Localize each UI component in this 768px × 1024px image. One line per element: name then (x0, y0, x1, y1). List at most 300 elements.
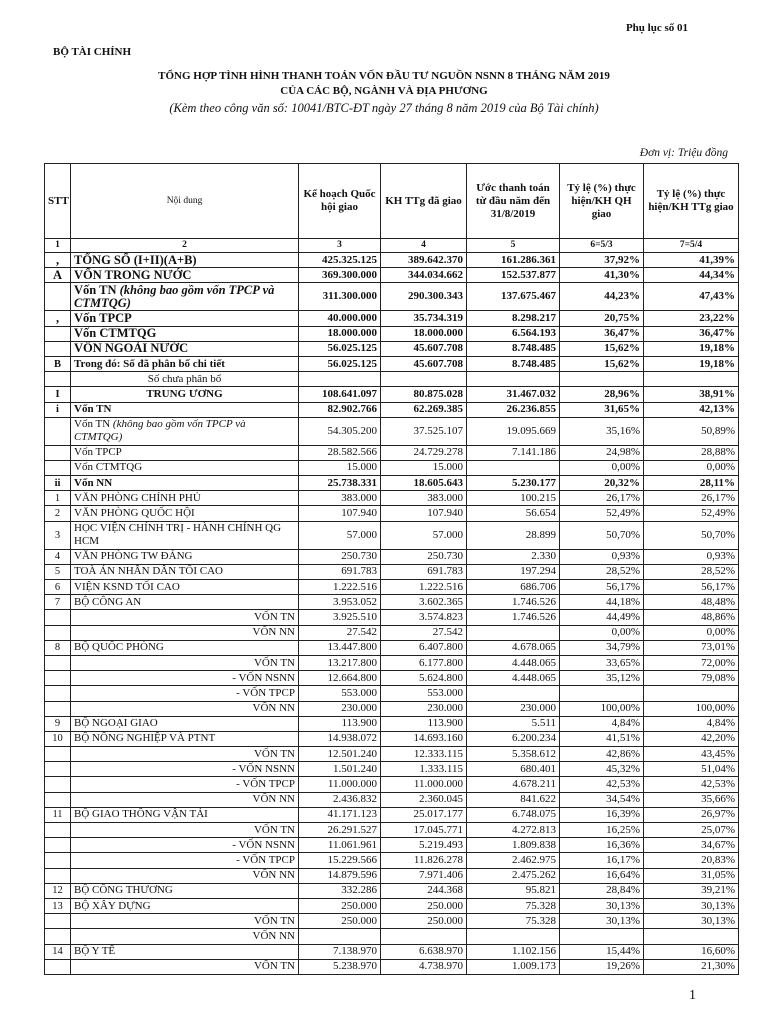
plan-ttg-value: 5.624.800 (381, 671, 467, 686)
ratio-ttg-value: 42,53% (644, 777, 739, 792)
ratio-ttg-value: 21,30% (644, 959, 739, 974)
table-row (45, 268, 739, 283)
plan-ttg-value: 62.269.385 (381, 402, 467, 417)
row-stt: 10 (45, 731, 71, 746)
row-content (71, 372, 299, 387)
ratio-qh-value: 20,75% (560, 311, 644, 326)
row-stt: 7 (45, 595, 71, 610)
row-stt (45, 929, 71, 944)
row-stt (45, 838, 71, 853)
ratio-ttg-value: 38,91% (644, 387, 739, 402)
payment-value: 8.748.485 (467, 356, 560, 371)
payment-value: 2.462.975 (467, 853, 560, 868)
row-stt (45, 445, 71, 460)
row-content (71, 929, 299, 944)
row-content (71, 640, 299, 655)
row-label: VỐN TN (253, 656, 295, 669)
row-content (71, 747, 299, 762)
row-stt (45, 372, 71, 387)
plan-qh-value: 27.542 (299, 625, 381, 640)
payment-value: 230.000 (467, 701, 560, 716)
row-content (71, 506, 299, 521)
payment-value: 6.564.193 (467, 326, 560, 341)
row-label: TỔNG SỐ (I+II)(A+B) (74, 252, 197, 267)
col-header-content: Nội dung (71, 164, 299, 239)
ratio-qh-value: 33,65% (560, 655, 644, 670)
row-content (71, 341, 299, 356)
ratio-qh-value: 52,49% (560, 506, 644, 521)
ratio-qh-value: 41,30% (560, 268, 644, 283)
row-stt (45, 655, 71, 670)
payment-value: 8.298.217 (467, 311, 560, 326)
ratio-qh-value: 30,13% (560, 914, 644, 929)
ratio-ttg-value: 0,00% (644, 625, 739, 640)
ratio-qh-value: 44,18% (560, 595, 644, 610)
ratio-qh-value: 26,17% (560, 491, 644, 506)
plan-qh-value: 13.447.800 (299, 640, 381, 655)
table-row (45, 731, 739, 746)
payment-value: 7.141.186 (467, 445, 560, 460)
row-label: Vốn TN (74, 282, 117, 297)
table-row (45, 356, 739, 371)
table-row (45, 655, 739, 670)
row-stt (45, 959, 71, 974)
row-content (71, 807, 299, 822)
ratio-ttg-value: 44,34% (644, 268, 739, 283)
payment-table (44, 163, 739, 975)
page-number: 1 (689, 988, 696, 1003)
col-header-plan-ttg: KH TTg đã giao (381, 164, 467, 239)
ratio-ttg-value (644, 372, 739, 387)
table-row (45, 777, 739, 792)
row-content (71, 823, 299, 838)
row-label: BỘ CÔNG AN (74, 595, 142, 608)
payment-value: 26.236.855 (467, 402, 560, 417)
ratio-ttg-value: 39,21% (644, 883, 739, 898)
document-reference: (Kèm theo công văn số: 10041/BTC-ĐT ngày 27 tháng 8 năm 2019 của Bộ Tài chính) (169, 101, 599, 115)
plan-qh-value: 12.664.800 (299, 671, 381, 686)
row-label: - VỐN NSNN (232, 671, 295, 684)
plan-qh-value: 11.000.000 (299, 777, 381, 792)
ratio-qh-value: 28,96% (560, 387, 644, 402)
ratio-qh-value: 15,62% (560, 356, 644, 371)
row-content (71, 549, 299, 564)
plan-qh-value: 5.238.970 (299, 959, 381, 974)
row-content (71, 898, 299, 913)
plan-qh-value: 14.938.072 (299, 731, 381, 746)
ratio-qh-value: 19,26% (560, 959, 644, 974)
document-title: TỔNG HỢP TÌNH HÌNH THANH TOÁN VỐN ĐẦU TƯ NGUỒN NSNN 8 THÁNG NĂM 2019 (158, 70, 610, 82)
col-header-ratio-qh: Tỷ lệ (%) thực hiện/KH QH giao (560, 164, 644, 239)
payment-value: 19.095.669 (467, 417, 560, 445)
ratio-qh-value: 20,32% (560, 476, 644, 491)
payment-value: 686.706 (467, 580, 560, 595)
plan-qh-value: 82.902.766 (299, 402, 381, 417)
plan-ttg-value: 6.407.800 (381, 640, 467, 655)
row-stt (45, 326, 71, 341)
plan-qh-value: 1.222.516 (299, 580, 381, 595)
row-content (71, 387, 299, 402)
table-row (45, 491, 739, 506)
plan-ttg-value (381, 372, 467, 387)
ratio-qh-value: 30,13% (560, 898, 644, 913)
row-label: Trong đó: Số đã phân bổ chi tiết (74, 357, 225, 370)
row-stt (45, 417, 71, 445)
payment-value: 6.200.234 (467, 731, 560, 746)
document-subtitle: CỦA CÁC BỘ, NGÀNH VÀ ĐỊA PHƯƠNG (280, 85, 488, 97)
table-row (45, 253, 739, 268)
ratio-ttg-value: 52,49% (644, 506, 739, 521)
plan-ttg-value: 3.602.365 (381, 595, 467, 610)
ratio-ttg-value: 35,66% (644, 792, 739, 807)
table-row (45, 747, 739, 762)
ratio-ttg-value: 16,60% (644, 944, 739, 959)
ministry-name: BỘ TÀI CHÍNH (53, 46, 132, 58)
table-row (45, 914, 739, 929)
payment-value (467, 625, 560, 640)
ratio-ttg-value: 30,13% (644, 898, 739, 913)
plan-ttg-value: 15.000 (381, 460, 467, 475)
ratio-qh-value: 4,84% (560, 716, 644, 731)
plan-ttg-value: 290.300.343 (381, 283, 467, 311)
plan-ttg-value: 24.729.278 (381, 445, 467, 460)
table-row (45, 402, 739, 417)
plan-ttg-value: 344.034.662 (381, 268, 467, 283)
row-label: VỐN TN (253, 960, 295, 973)
plan-qh-value: 311.300.000 (299, 283, 381, 311)
ratio-ttg-value: 0,00% (644, 460, 739, 475)
table-row (45, 625, 739, 640)
ratio-qh-value: 34,79% (560, 640, 644, 655)
table-row (45, 460, 739, 475)
row-stt: 3 (45, 521, 71, 549)
payment-value: 137.675.467 (467, 283, 560, 311)
plan-qh-value: 11.061.961 (299, 838, 381, 853)
plan-qh-value: 12.501.240 (299, 747, 381, 762)
plan-ttg-value: 17.045.771 (381, 823, 467, 838)
row-label: HỌC VIỆN CHÍNH TRỊ - HÀNH CHÍNH QG HCM (74, 522, 282, 548)
plan-qh-value: 13.217.800 (299, 655, 381, 670)
row-stt: 2 (45, 506, 71, 521)
ratio-qh-value: 28,84% (560, 883, 644, 898)
row-content (71, 283, 299, 311)
ratio-qh-value: 44,23% (560, 283, 644, 311)
plan-ttg-value: 5.219.493 (381, 838, 467, 853)
row-content (71, 716, 299, 731)
plan-qh-value: 25.738.331 (299, 476, 381, 491)
ratio-qh-value: 15,44% (560, 944, 644, 959)
payment-value: 4.448.065 (467, 655, 560, 670)
payment-value: 2.475.262 (467, 868, 560, 883)
plan-qh-value: 7.138.970 (299, 944, 381, 959)
plan-qh-value: 3.953.052 (299, 595, 381, 610)
ratio-ttg-value: 4,84% (644, 716, 739, 731)
plan-qh-value: 113.900 (299, 716, 381, 731)
plan-ttg-value: 25.017.177 (381, 807, 467, 822)
row-stt: , (45, 253, 71, 268)
table-row (45, 716, 739, 731)
ratio-ttg-value (644, 686, 739, 701)
row-stt (45, 671, 71, 686)
row-label: VỐN NN (252, 626, 295, 639)
plan-qh-value: 1.501.240 (299, 762, 381, 777)
index-cell: 3 (299, 239, 381, 253)
plan-ttg-value: 27.542 (381, 625, 467, 640)
row-label: - VỐN NSNN (232, 762, 295, 775)
row-stt (45, 460, 71, 475)
plan-ttg-value: 80.875.028 (381, 387, 467, 402)
row-label: Vốn TN (74, 403, 112, 416)
row-content (71, 326, 299, 341)
table-row (45, 476, 739, 491)
plan-ttg-value: 113.900 (381, 716, 467, 731)
ratio-ttg-value: 56,17% (644, 580, 739, 595)
payment-value (467, 372, 560, 387)
row-stt: 14 (45, 944, 71, 959)
ratio-qh-value (560, 686, 644, 701)
plan-qh-value: 2.436.832 (299, 792, 381, 807)
payment-value: 841.622 (467, 792, 560, 807)
table-row (45, 868, 739, 883)
row-content (71, 671, 299, 686)
plan-ttg-value: 11.826.278 (381, 853, 467, 868)
row-stt (45, 823, 71, 838)
row-content (71, 402, 299, 417)
row-label: Vốn CTMTQG (74, 461, 143, 474)
row-stt: A (45, 268, 71, 283)
plan-ttg-value: 107.940 (381, 506, 467, 521)
row-stt: B (45, 356, 71, 371)
plan-qh-value: 250.000 (299, 914, 381, 929)
payment-value: 1.746.526 (467, 595, 560, 610)
ratio-qh-value: 0,93% (560, 549, 644, 564)
row-content (71, 731, 299, 746)
row-label: VỐN TN (253, 914, 295, 927)
plan-ttg-value: 3.574.823 (381, 610, 467, 625)
row-stt (45, 283, 71, 311)
payment-value: 4.272.813 (467, 823, 560, 838)
index-row (45, 239, 739, 253)
row-content (71, 914, 299, 929)
row-content (71, 311, 299, 326)
table-row (45, 549, 739, 564)
payment-value: 4.678.065 (467, 640, 560, 655)
payment-value: 1.809.838 (467, 838, 560, 853)
ratio-ttg-value: 48,86% (644, 610, 739, 625)
payment-value: 75.328 (467, 898, 560, 913)
plan-ttg-value: 37.525.107 (381, 417, 467, 445)
plan-ttg-value: 6.638.970 (381, 944, 467, 959)
row-stt (45, 686, 71, 701)
row-stt (45, 341, 71, 356)
row-label: VỐN TRONG NƯỚC (74, 267, 192, 282)
plan-qh-value: 41.171.123 (299, 807, 381, 822)
plan-ttg-value: 4.738.970 (381, 959, 467, 974)
payment-value: 197.294 (467, 564, 560, 579)
table-row (45, 807, 739, 822)
ratio-ttg-value: 28,52% (644, 564, 739, 579)
plan-ttg-value: 250.730 (381, 549, 467, 564)
ratio-qh-value: 28,52% (560, 564, 644, 579)
plan-ttg-value: 57.000 (381, 521, 467, 549)
plan-ttg-value: 250.000 (381, 898, 467, 913)
col-header-ratio-ttg: Tỷ lệ (%) thực hiện/KH TTg giao (644, 164, 739, 239)
row-content (71, 686, 299, 701)
plan-qh-value: 54.305.200 (299, 417, 381, 445)
payment-value: 2.330 (467, 549, 560, 564)
plan-ttg-value: 230.000 (381, 701, 467, 716)
table-row (45, 580, 739, 595)
row-stt (45, 868, 71, 883)
plan-ttg-value: 389.642.370 (381, 253, 467, 268)
row-content (71, 491, 299, 506)
ratio-qh-value: 16,17% (560, 853, 644, 868)
row-stt: 9 (45, 716, 71, 731)
table-row (45, 521, 739, 549)
payment-value: 1.746.526 (467, 610, 560, 625)
ratio-qh-value (560, 372, 644, 387)
row-stt: 11 (45, 807, 71, 822)
row-stt: 5 (45, 564, 71, 579)
table-row (45, 640, 739, 655)
table-row (45, 326, 739, 341)
appendix-label: Phụ lục số 01 (625, 22, 688, 34)
row-label: VỐN TN (253, 747, 295, 760)
row-stt: 13 (45, 898, 71, 913)
ratio-ttg-value: 36,47% (644, 326, 739, 341)
row-label: VỐN NGOÀI NƯỚC (74, 341, 189, 356)
row-content (71, 476, 299, 491)
header-row (45, 164, 739, 239)
payment-value: 1.009.173 (467, 959, 560, 974)
row-content (71, 356, 299, 371)
row-stt (45, 625, 71, 640)
row-stt (45, 701, 71, 716)
row-label: BỘ NGOẠI GIAO (74, 717, 158, 730)
plan-ttg-value: 383.000 (381, 491, 467, 506)
plan-qh-value: 553.000 (299, 686, 381, 701)
ratio-qh-value (560, 929, 644, 944)
plan-qh-value: 107.940 (299, 506, 381, 521)
plan-qh-value: 250.730 (299, 549, 381, 564)
row-content (71, 253, 299, 268)
table-row (45, 959, 739, 974)
row-label: VỐN NN (252, 702, 295, 715)
ratio-qh-value: 31,65% (560, 402, 644, 417)
ratio-qh-value: 16,64% (560, 868, 644, 883)
plan-ttg-value: 12.333.115 (381, 747, 467, 762)
table-row (45, 445, 739, 460)
ratio-qh-value: 16,25% (560, 823, 644, 838)
ratio-ttg-value: 73,01% (644, 640, 739, 655)
row-label: Vốn TPCP (74, 310, 132, 325)
ratio-qh-value: 15,62% (560, 341, 644, 356)
ratio-ttg-value: 50,70% (644, 521, 739, 549)
plan-qh-value: 40.000.000 (299, 311, 381, 326)
table-row (45, 417, 739, 445)
ratio-ttg-value: 72,00% (644, 655, 739, 670)
plan-qh-value: 230.000 (299, 701, 381, 716)
row-label: BỘ QUỐC PHÒNG (74, 641, 164, 654)
plan-qh-value: 18.000.000 (299, 326, 381, 341)
row-label: VỐN NN (252, 929, 295, 942)
ratio-ttg-value: 47,43% (644, 283, 739, 311)
row-stt (45, 610, 71, 625)
row-stt: i (45, 402, 71, 417)
row-stt: 1 (45, 491, 71, 506)
ratio-qh-value: 16,36% (560, 838, 644, 853)
index-cell: 6=5/3 (560, 239, 644, 253)
table-row (45, 898, 739, 913)
row-content (71, 460, 299, 475)
table-row (45, 823, 739, 838)
plan-ttg-value: 18.000.000 (381, 326, 467, 341)
ratio-ttg-value: 79,08% (644, 671, 739, 686)
ratio-qh-value: 56,17% (560, 580, 644, 595)
ratio-ttg-value: 28,11% (644, 476, 739, 491)
row-content (71, 610, 299, 625)
plan-ttg-value: 691.783 (381, 564, 467, 579)
table-row (45, 929, 739, 944)
plan-ttg-value (381, 929, 467, 944)
ratio-ttg-value: 48,48% (644, 595, 739, 610)
payment-value: 56.654 (467, 506, 560, 521)
table-row (45, 311, 739, 326)
row-label: Vốn TN (74, 418, 111, 431)
ratio-ttg-value: 43,45% (644, 747, 739, 762)
index-cell: 7=5/4 (644, 239, 739, 253)
index-cell: 5 (467, 239, 560, 253)
payment-value: 4.678.211 (467, 777, 560, 792)
index-cell: 2 (71, 239, 299, 253)
row-stt (45, 777, 71, 792)
row-label: BỘ Y TẾ (74, 945, 116, 958)
ratio-ttg-value: 50,89% (644, 417, 739, 445)
row-label: VỐN TN (253, 823, 295, 836)
ratio-ttg-value: 19,18% (644, 341, 739, 356)
ratio-ttg-value: 28,88% (644, 445, 739, 460)
row-content (71, 959, 299, 974)
plan-ttg-value: 1.222.516 (381, 580, 467, 595)
ratio-ttg-value: 25,07% (644, 823, 739, 838)
plan-qh-value: 3.925.510 (299, 610, 381, 625)
row-content (71, 595, 299, 610)
table-row (45, 387, 739, 402)
plan-ttg-value: 14.693.160 (381, 731, 467, 746)
plan-ttg-value: 18.605.643 (381, 476, 467, 491)
plan-ttg-value: 35.734.319 (381, 311, 467, 326)
row-label: VĂN PHÒNG TW ĐẢNG (74, 550, 193, 563)
table-row (45, 701, 739, 716)
plan-qh-value: 250.000 (299, 898, 381, 913)
payment-value: 5.358.612 (467, 747, 560, 762)
ratio-qh-value: 41,51% (560, 731, 644, 746)
ratio-qh-value: 44,49% (560, 610, 644, 625)
row-content (71, 853, 299, 868)
row-content (71, 944, 299, 959)
payment-value: 1.102.156 (467, 944, 560, 959)
row-content (71, 655, 299, 670)
ratio-qh-value: 0,00% (560, 625, 644, 640)
plan-qh-value: 108.641.097 (299, 387, 381, 402)
col-header-stt: STT (45, 164, 71, 239)
row-content (71, 521, 299, 549)
plan-qh-value: 14.879.596 (299, 868, 381, 883)
payment-value: 6.748.075 (467, 807, 560, 822)
ratio-ttg-value: 30,13% (644, 914, 739, 929)
row-stt: I (45, 387, 71, 402)
row-content (71, 868, 299, 883)
